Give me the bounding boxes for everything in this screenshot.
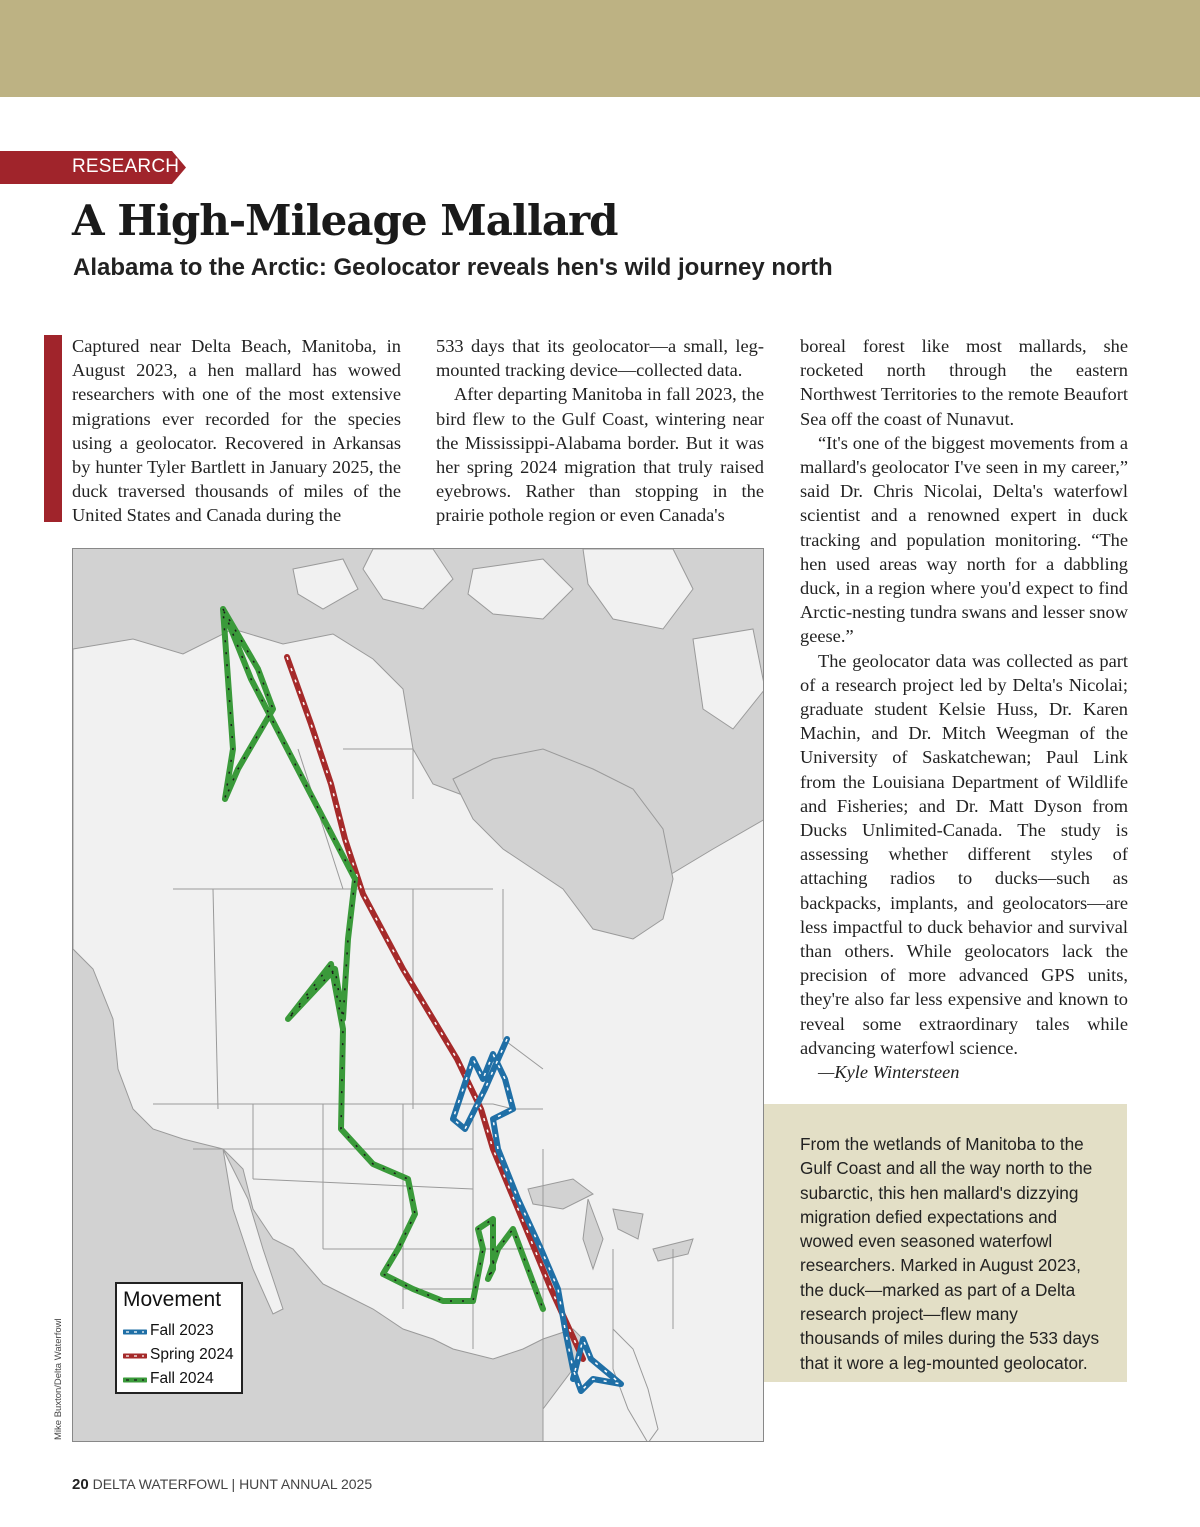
legend-label: Fall 2023 [150,1322,214,1339]
map-legend [115,1282,243,1394]
publication-name: DELTA WATERFOWL | HUNT ANNUAL 2025 [92,1476,373,1492]
legend-title: Movement [123,1288,222,1311]
article-paragraph: 533 days that its geolocator—a small, leg-mounted tracking device—collected data. [436,336,764,381]
page-title: A High-Mileage Mallard [72,196,618,245]
article-paragraph: “It's one of the biggest movements from a mallard's geolocator I've seen in my career,” said Dr. Chris Nicolai, Delta's waterfowl scientist and a renowned expert in duck tracking and population monitoring. “The hen used areas way north for a dabbling duck, in a region where you'd expect to find Arctic-nesting tundra swans and lesser snow geese.” [800,432,1128,647]
caption-text: From the wetlands of Manitoba to the Gulf Coast and all the way north to the subarctic, this hen mallard's dizzying migration defied expectations and wowed even seasoned waterfowl researchers. Marked in August 2023, the duck—marked as part of a Delta research project—flew many thousands of miles during the 533 days that it wore a leg-mounted geolocator. [800,1134,1100,1373]
photo-credit: Mike Buxton/Delta Waterfowl [53,1318,64,1440]
page-footer [72,1476,372,1493]
article-paragraph: boreal forest like most mallards, she rocketed north through the eastern Northwest Territories to the remote Beaufort Sea off the coast of Nunavut. [800,336,1128,429]
arctic-island [583,549,693,629]
top-color-band [0,0,1200,97]
byline: —Kyle Wintersteen [818,1062,960,1083]
section-label: RESEARCH [72,156,180,177]
arctic-island [468,559,573,619]
article-column-3 [800,334,1128,1084]
page-subtitle: Alabama to the Arctic: Geolocator reveals hen's wild journey north [73,254,833,281]
arctic-island [293,559,358,609]
article-column-1 [72,334,401,528]
legend-label: Fall 2024 [150,1370,214,1387]
page-number: 20 [72,1476,89,1493]
migration-map [72,548,764,1442]
caption-box [764,1104,1127,1382]
legend-label: Spring 2024 [150,1346,234,1363]
fall-2024-swatch [123,1375,147,1385]
arctic-island [363,549,453,609]
article-paragraph: The geolocator data was collected as part of a research project led by Delta's Nicolai; graduate student Kelsie Huss, Dr. Karen Machin, and Dr. Mitch Weegman of the University of Saskatchewan; Paul Link from the Louisiana Department of Wildlife and Fisheries; and Dr. Matt Dyson from Ducks Unlimited-Canada. The study is assessing whether different styles of attaching radios to ducks—such as backpacks, implants, and geolocators—are less impactful to duck behavior and survival than others. While geolocators lack the precision of more advanced GPS units, they're also far less expensive and known to reveal some extraordinary tales while advancing waterfowl science. [800,650,1128,1058]
arctic-island [693,629,764,729]
spring-2024-swatch [123,1351,147,1361]
section-tag [0,151,186,184]
accent-bar [44,335,62,522]
article-column-2 [436,334,764,528]
fall-2023-swatch [123,1327,147,1337]
article-paragraph: Captured near Delta Beach, Manitoba, in August 2023, a hen mallard has wowed researchers with one of the most extensive migrations ever recorded for the species using a geolocator. Recovered in Arkansas by hunter Tyler Bartlett in January 2025, the duck traversed thousands of miles of the United States and Canada during the [72,336,401,526]
article-paragraph: After departing Manitoba in fall 2023, the bird flew to the Gulf Coast, wintering near the Mississippi-Alabama border. But it was her spring 2024 migration that truly raised eyebrows. Rather than stopping in the prairie pothole region or even Canada's [436,384,764,526]
